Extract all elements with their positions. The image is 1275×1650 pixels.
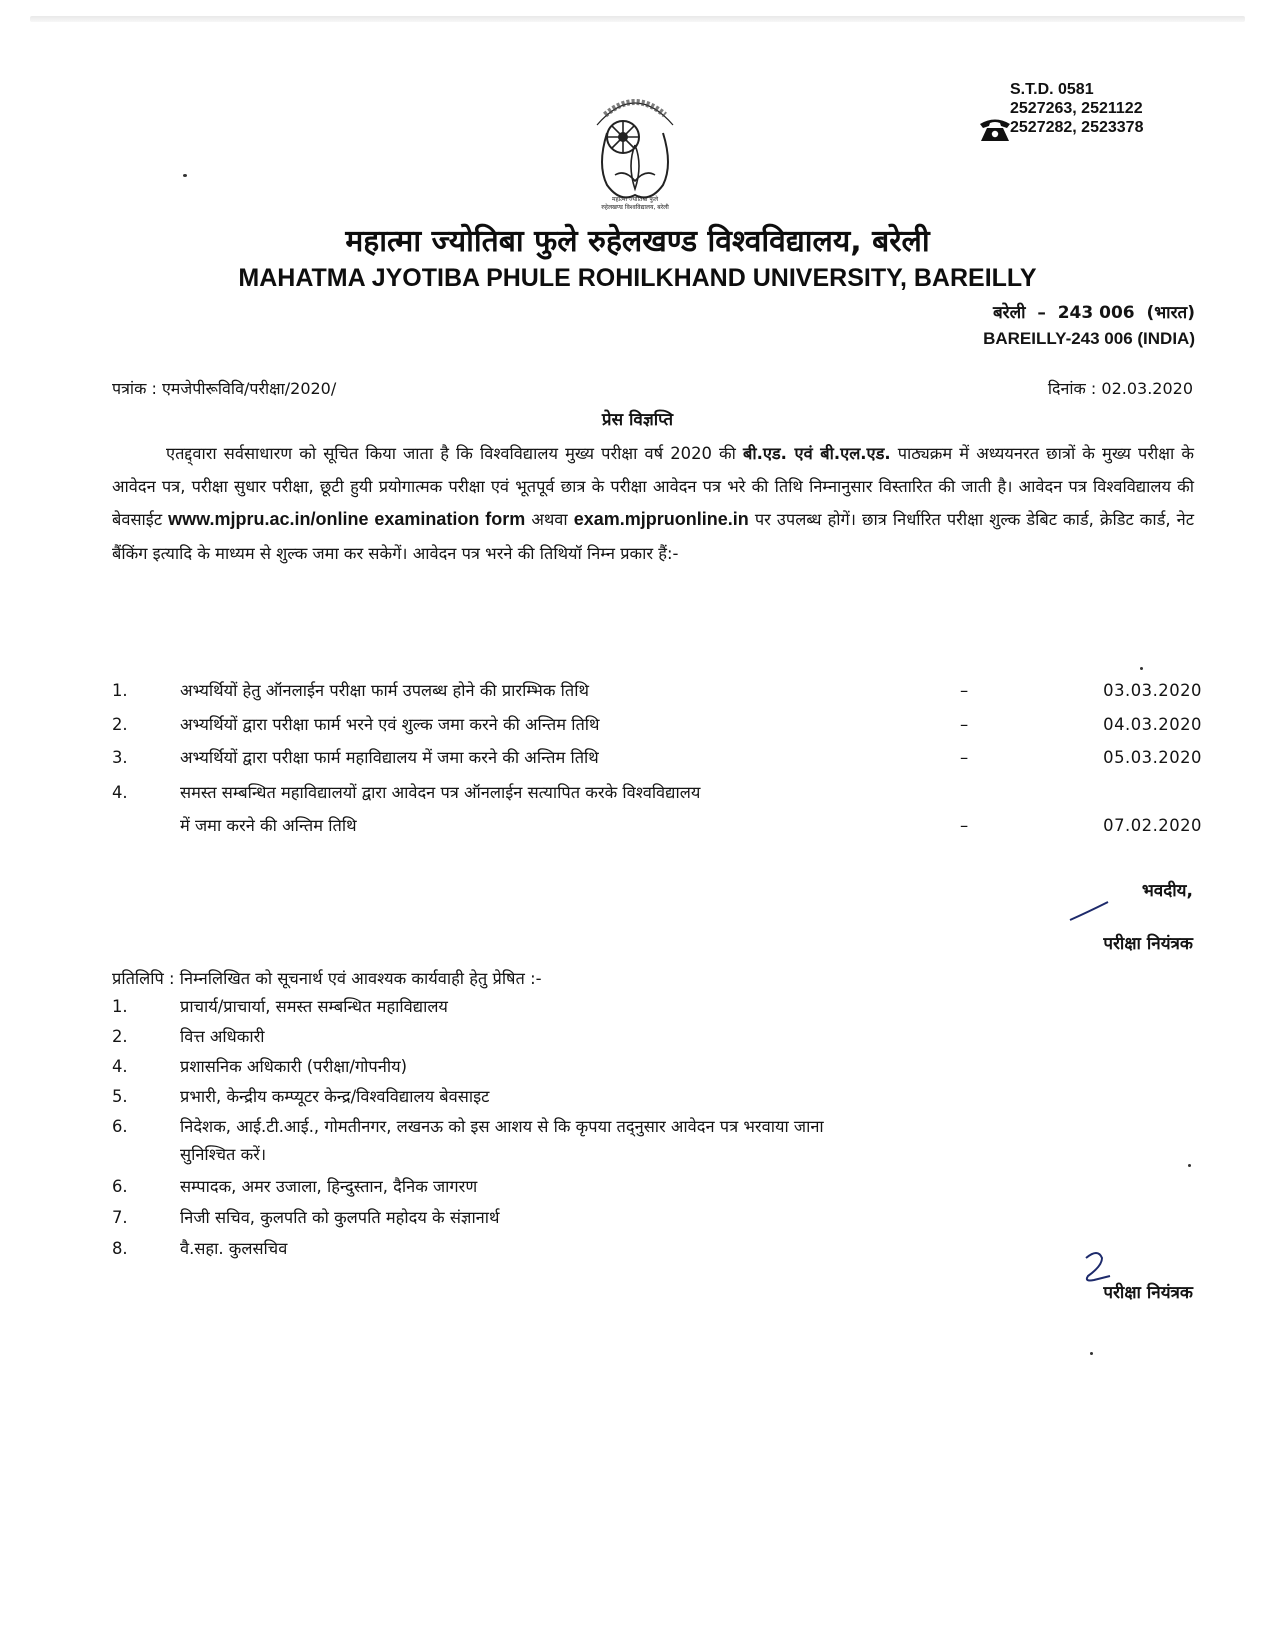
- copy-to-heading: प्रतिलिपि : निम्नलिखित को सूचनार्थ एवं आवश्यक कार्यवाही हेतु प्रेषित :-: [112, 969, 542, 988]
- address-english: BAREILLY-243 006 (INDIA): [983, 329, 1195, 348]
- std-code: S.T.D. 0581: [1010, 81, 1094, 98]
- schedule-text: अभ्यर्थियों हेतु ऑनलाईन परीक्षा फार्म उपलब्ध होने की प्रारम्भिक तिथि: [180, 681, 589, 700]
- reference-number: [112, 377, 336, 401]
- copy-num: 8.: [112, 1239, 128, 1258]
- signature-stroke: [1068, 900, 1110, 924]
- phone-line-2: 2527282, 2523378: [1010, 119, 1144, 136]
- scan-edge: [30, 16, 1245, 22]
- copy-text: निजी सचिव, कुलपति को कुलपति महोदय के संज्ञानार्थ: [180, 1208, 500, 1227]
- scan-speck: [1188, 1164, 1191, 1167]
- copy-text: सम्पादक, अमर उजाला, हिन्दुस्तान, दैनिक जागरण: [180, 1177, 478, 1196]
- schedule-num: 2.: [112, 715, 128, 734]
- contact-block: [1010, 80, 1220, 137]
- schedule-text: अभ्यर्थियों द्वारा परीक्षा फार्म महाविद्यालय में जमा करने की अन्तिम तिथि: [180, 748, 599, 767]
- schedule-num: 3.: [112, 748, 128, 767]
- body-text-2: पाठ्यक्रम में अध्ययनरत छात्रों के मुख्य परीक्षा के आवेदन पत्र, परीक्षा सुधार परीक्षा, छूटी हुयी प्रयोगात्मक परीक्षा एवं भूतपूर्व छात्र के परीक्षा आवेदन पत्र भरे की तिथि निम्नानुसार विस्तारित की जाती है। आवेदन पत्र विश्वविद्यालय की बेवसाईट: [112, 444, 1194, 530]
- copy-num: 1.: [112, 997, 128, 1016]
- schedule-dash: –: [960, 715, 969, 734]
- schedule-text-line-2: में जमा करने की अन्तिम तिथि: [180, 816, 357, 835]
- copy-text: प्रशासनिक अधिकारी (परीक्षा/गोपनीय): [180, 1057, 407, 1076]
- copy-num: 7.: [112, 1208, 128, 1227]
- scan-speck: [1140, 667, 1143, 670]
- body-paragraph: [112, 437, 1194, 570]
- telephone-icon: [978, 115, 1012, 143]
- phone-line-1: 2527263, 2521122: [1010, 100, 1143, 117]
- university-title-english: MAHATMA JYOTIBA PHULE ROHILKHAND UNIVERSITY, BAREILLY: [238, 264, 1037, 292]
- press-release-heading: प्रेस विज्ञप्ति: [601, 410, 674, 430]
- schedule-dash: –: [960, 816, 969, 835]
- closing-salutation: भवदीय,: [1141, 881, 1193, 901]
- schedule-date: 04.03.2020: [1103, 715, 1202, 734]
- scan-speck: [183, 174, 187, 177]
- body-text-1: एतद्द्वारा सर्वसाधारण को सूचित किया जाता है कि विश्वविद्यालय मुख्य परीक्षा वर्ष 2020 की: [166, 444, 736, 463]
- schedule-date: 05.03.2020: [1103, 748, 1202, 767]
- logo-caption-line-2: रुहेलखण्ड विश्वविद्यालय, बरेली: [601, 204, 669, 211]
- copy-num: 2.: [112, 1027, 128, 1046]
- schedule-date: 07.02.2020: [1103, 816, 1202, 835]
- university-title-hindi: महात्मा ज्योतिबा फुले रुहेलखण्ड विश्वविद्यालय, बरेली: [345, 224, 930, 259]
- logo-caption-line-1: महात्मा ज्योतिबा फुले: [611, 196, 659, 203]
- schedule-date: 03.03.2020: [1103, 681, 1202, 700]
- controller-designation: परीक्षा नियंत्रक: [1103, 934, 1193, 954]
- schedule-text-line-1: समस्त सम्बन्धित महाविद्यालयों द्वारा आवेदन पत्र ऑनलाईन सत्यापित करके विश्वविद्यालय: [180, 783, 701, 802]
- copy-text-line-2: सुनिश्चित करें।: [180, 1145, 267, 1164]
- copy-text: प्राचार्य/प्राचार्या, समस्त सम्बन्धित महाविद्यालय: [180, 997, 448, 1016]
- schedule-num: 4.: [112, 783, 128, 802]
- copy-text-line-1: निदेशक, आई.टी.आई., गोमतीनगर, लखनऊ को इस आशय से कि कृपया तद्नुसार आवेदन पत्र भरवाया जाना: [180, 1117, 824, 1136]
- website-url-1: www.mjpru.ac.in/online examination form: [168, 509, 526, 530]
- body-text-3: पर उपलब्ध होगें। छात्र निर्धारित परीक्षा शुल्क डेबिट कार्ड, क्रेडिट कार्ड, नेट बैंकिंग इत्यादि के माध्यम से शुल्क जमा कर सकेगें। आवेदन पत्र भरने की तिथियॉ निम्न प्रकार हैं:-: [112, 510, 1195, 563]
- signature-stroke-2: [1080, 1250, 1116, 1284]
- schedule-dash: –: [960, 748, 969, 767]
- copy-num: 6.: [112, 1177, 128, 1196]
- date-value: 02.03.2020: [1101, 379, 1193, 398]
- schedule-num: 1.: [112, 681, 128, 700]
- scan-speck: [1090, 1352, 1093, 1355]
- date-label: दिनांक :: [1047, 379, 1097, 398]
- copy-num: 5.: [112, 1087, 128, 1106]
- logo-caption: [565, 196, 705, 212]
- ref-label: पत्रांक :: [112, 379, 157, 398]
- copy-num: 4.: [112, 1057, 128, 1076]
- letter-date: [1048, 377, 1193, 401]
- copy-num: 6.: [112, 1117, 128, 1136]
- copy-text: वित्त अधिकारी: [180, 1027, 265, 1046]
- website-url-2: exam.mjpruonline.in: [573, 509, 749, 530]
- schedule-dash: –: [960, 681, 969, 700]
- or-word: अथवा: [531, 510, 568, 530]
- address-hindi: बरेली – 243 006 (भारत): [992, 303, 1195, 323]
- copy-text: वै.सहा. कुलसचिव: [180, 1239, 288, 1258]
- ref-value: एमजेपीरूविवि/परीक्षा/2020/: [161, 379, 337, 398]
- controller-designation-2: परीक्षा नियंत्रक: [1103, 1283, 1193, 1303]
- copy-text: प्रभारी, केन्द्रीय कम्प्यूटर केन्द्र/विश्वविद्यालय बेवसाइट: [180, 1087, 490, 1106]
- course-names: बी.एड. एवं बी.एल.एड.: [743, 444, 891, 463]
- schedule-text: अभ्यर्थियों द्वारा परीक्षा फार्म भरने एवं शुल्क जमा करने की अन्तिम तिथि: [180, 715, 600, 734]
